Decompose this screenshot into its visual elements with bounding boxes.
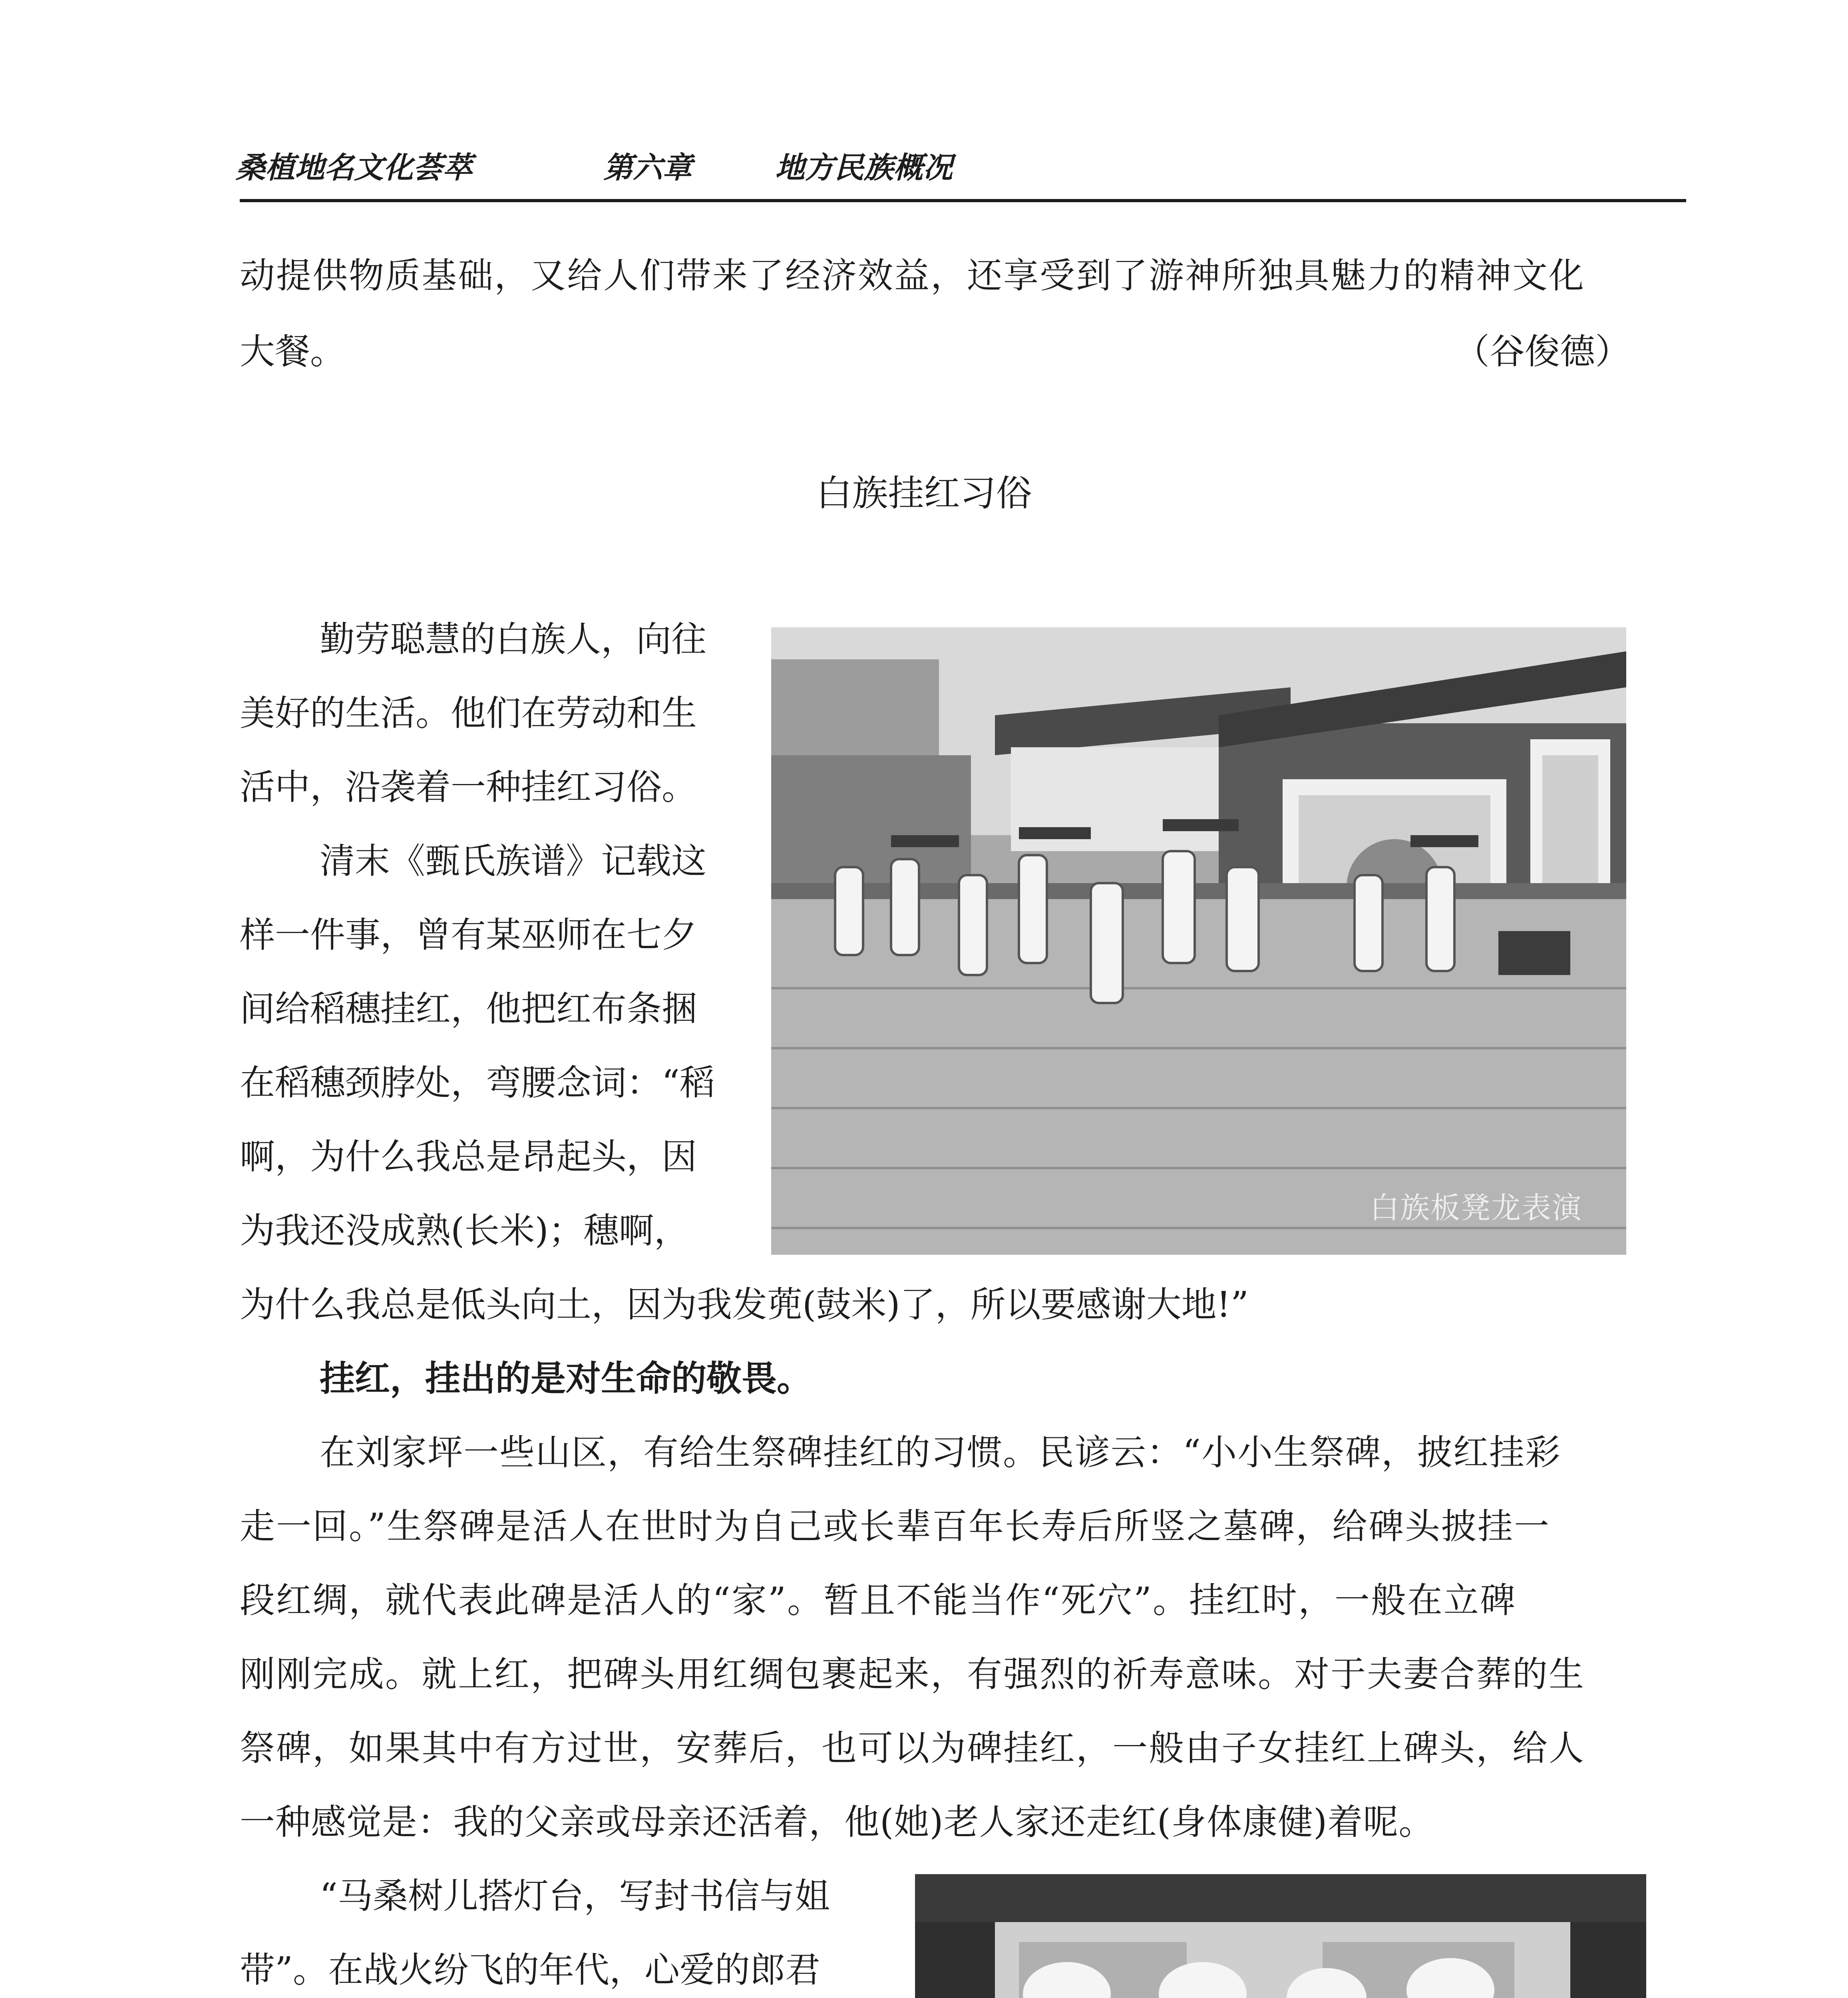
dance-photo-drawing: [771, 627, 1626, 1255]
section-title: 白族挂红习俗: [816, 472, 1032, 514]
body-line: 勤劳聪慧的白族人，向往: [320, 619, 707, 660]
body-line: 为什么我总是低头向土，因为我发蔸(鼓米)了，所以要感谢大地!”: [240, 1284, 1249, 1325]
body-line: 祭碑，如果其中有方过世，安葬后，也可以为碑挂红，一般由子女挂红上碑头，给人: [240, 1727, 1585, 1769]
dance-performance-photo: [771, 627, 1626, 1255]
body-line: 段红绸，就代表此碑是活人的“家”。暂且不能当作“死穴”。挂红时，一般在立碑: [240, 1580, 1516, 1621]
header-rule: [240, 199, 1686, 202]
group-portrait-photo: [915, 1874, 1646, 1998]
body-line: 走一回。”生祭碑是活人在世时为自己或长辈百年长寿后所竖之墓碑，给碑头披挂一: [240, 1506, 1550, 1547]
running-header: [236, 144, 1690, 192]
body-line: 样一件事，曾有某巫师在七夕: [240, 914, 697, 955]
body-line: 刚刚完成。就上红，把碑头用红绸包裹起来，有强烈的祈寿意味。对于夫妻合葬的生: [240, 1654, 1585, 1695]
body-line: 为我还没成熟(长米)；穗啊，: [240, 1210, 689, 1251]
header-book-title: 桑植地名文化荟萃: [236, 151, 472, 185]
body-line: 在稻穗颈脖处，弯腰念词：“稻: [240, 1062, 715, 1103]
header-chapter: 第六章: [603, 151, 692, 185]
body-line: 清末《甄氏族谱》记载这: [320, 840, 707, 882]
continuation-line: 动提供物质基础，又给人们带来了经济效益，还享受到了游神所独具魅力的精神文化: [240, 255, 1585, 296]
subheading: 挂红，挂出的是对生命的敬畏。: [320, 1358, 812, 1399]
photo-caption: 白族板凳龙表演: [1370, 1191, 1582, 1225]
body-line: 一种感觉是：我的父亲或母亲还活着，他(她)老人家还走红(身体康健)着呢。: [240, 1801, 1434, 1843]
body-line: 在刘家坪一些山区，有给生祭碑挂红的习惯。民谚云：“小小生祭碑，披红挂彩: [320, 1432, 1561, 1473]
author-credit: （谷俊德）: [1454, 331, 1631, 372]
body-line: “马桑树儿搭灯台，写封书信与姐: [320, 1875, 830, 1916]
body-line: 美好的生活。他们在劳动和生: [240, 693, 697, 734]
body-line: 带”。在战火纷飞的年代，心爱的郎君: [240, 1949, 820, 1990]
body-line: 活中，沿袭着一种挂红习俗。: [240, 766, 697, 808]
header-chapter-title: 地方民族概况: [775, 151, 953, 185]
continuation-line: 大餐。: [240, 331, 346, 372]
body-line: 啊，为什么我总是昂起头，因: [240, 1136, 697, 1177]
group-photo-drawing: [915, 1874, 1646, 1998]
body-line: 间给稻穗挂红，他把红布条捆: [240, 988, 697, 1029]
